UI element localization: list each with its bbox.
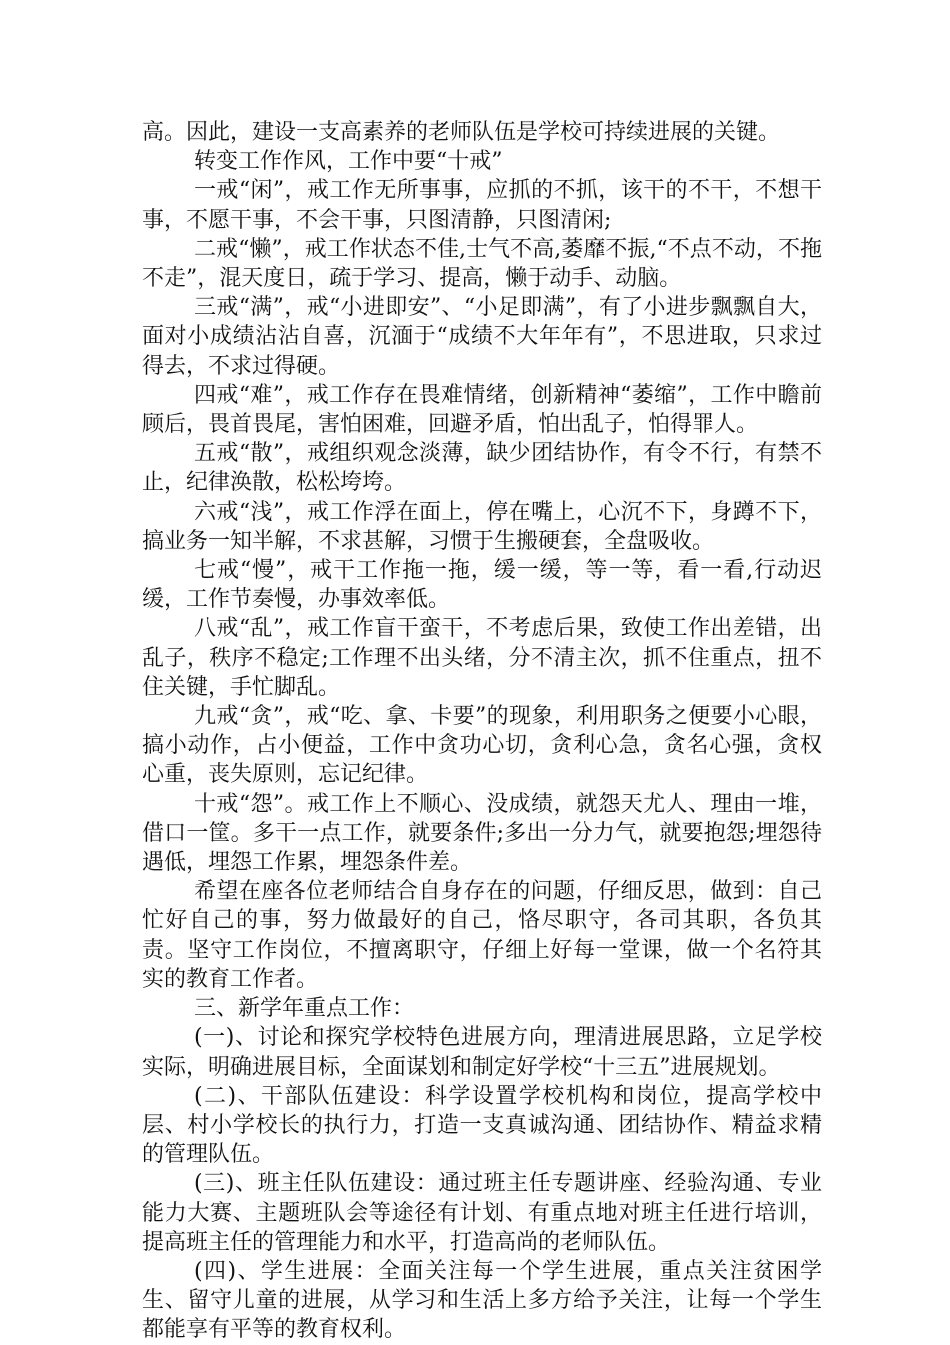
paragraph: 六戒“浅”，戒工作浮在面上，停在嘴上，心沉不下，身蹲不下，搞业务一知半解，不求甚解，习惯于生搬硬套，全盘吸收。	[142, 499, 822, 554]
paragraph: 希望在座各位老师结合自身存在的问题，仔细反思，做到：自己忙好自己的事，努力做最好的自己，恪尽职守，各司其职，各负其责。坚守工作岗位，不擅离职守，仔细上好每一堂课，做一个名符其实的教育工作者。	[142, 879, 822, 992]
paragraph: (三)、班主任队伍建设：通过班主任专题讲座、经验沟通、专业能力大赛、主题班队会等途径有计划、有重点地对班主任进行培训，提高班主任的管理能力和水平，打造高尚的老师队伍。	[142, 1171, 822, 1255]
section-heading: 三、新学年重点工作：	[194, 996, 415, 1022]
paragraph: 二戒“懒”，戒工作状态不佳,士气不高,萎靡不振,“不点不动，不拖不走”，混天度日，疏于学习、提高，懒于动手、动脑。	[142, 236, 822, 292]
paragraph: 八戒“乱”，戒工作盲干蛮干，不考虑后果，致使工作出差错，出乱子，秩序不稳定;工作理不出头绪，分不清主次，抓不住重点，扭不住关键，手忙脚乱。	[142, 616, 822, 700]
document-body	[142, 118, 822, 1345]
paragraph: 高。因此，建设一支高素养的老师队伍是学校可持续进展的关键。	[142, 120, 781, 145]
paragraph: 四戒“难”，戒工作存在畏难情绪，创新精神“萎缩”，工作中瞻前顾后，畏首畏尾，害怕困难，回避矛盾，怕出乱子，怕得罪人。	[142, 382, 822, 438]
paragraph: 九戒“贪”，戒“吃、拿、卡要”的现象，利用职务之便要小心眼，搞小动作，占小便益，工作中贪功心切，贪利心急，贪名心强，贪权心重，丧失原则，忘记纪律。	[142, 704, 822, 788]
paragraph: 七戒“慢”，戒干工作拖一拖，缓一缓，等一等，看一看,行动迟缓，工作节奏慢，办事效率低。	[142, 558, 822, 613]
paragraph: (二)、干部队伍建设：科学设置学校机构和岗位，提高学校中层、村小学校长的执行力，打造一支真诚沟通、团结协作、精益求精的管理队伍。	[142, 1083, 822, 1168]
paragraph: 五戒“散”，戒组织观念淡薄，缺少团结协作，有令不行，有禁不止，纪律涣散，松松垮垮。	[142, 441, 822, 496]
paragraph: 转变工作作风，工作中要“十戒”	[194, 149, 503, 175]
paragraph: (一)、讨论和探究学校特色进展方向，理清进展思路，立足学校实际，明确进展目标，全面谋划和制定好学校“十三五”进展规划。	[142, 1025, 822, 1080]
paragraph: 十戒“怨”。戒工作上不顺心、没成绩，就怨天尤人、理由一堆，借口一筐。多干一点工作，就要条件;多出一分力气，就要抱怨;埋怨待遇低，埋怨工作累，埋怨条件差。	[142, 791, 822, 876]
paragraph: 一戒“闲”，戒工作无所事事，应抓的不抓，该干的不干，不想干事，不愿干事，不会干事，只图清静，只图清闲;	[142, 178, 822, 233]
paragraph: (四)、学生进展：全面关注每一个学生进展，重点关注贫困学生、留守儿童的进展，从学习和生活上多方给予关注，让每一个学生都能享有平等的教育权利。	[142, 1258, 822, 1343]
paragraph: 三戒“满”，戒“小进即安”、“小足即满”，有了小进步飘飘自大，面对小成绩沾沾自喜，沉湎于“成绩不大年年有”，不思进取，只求过得去，不求过得硬。	[142, 295, 822, 379]
